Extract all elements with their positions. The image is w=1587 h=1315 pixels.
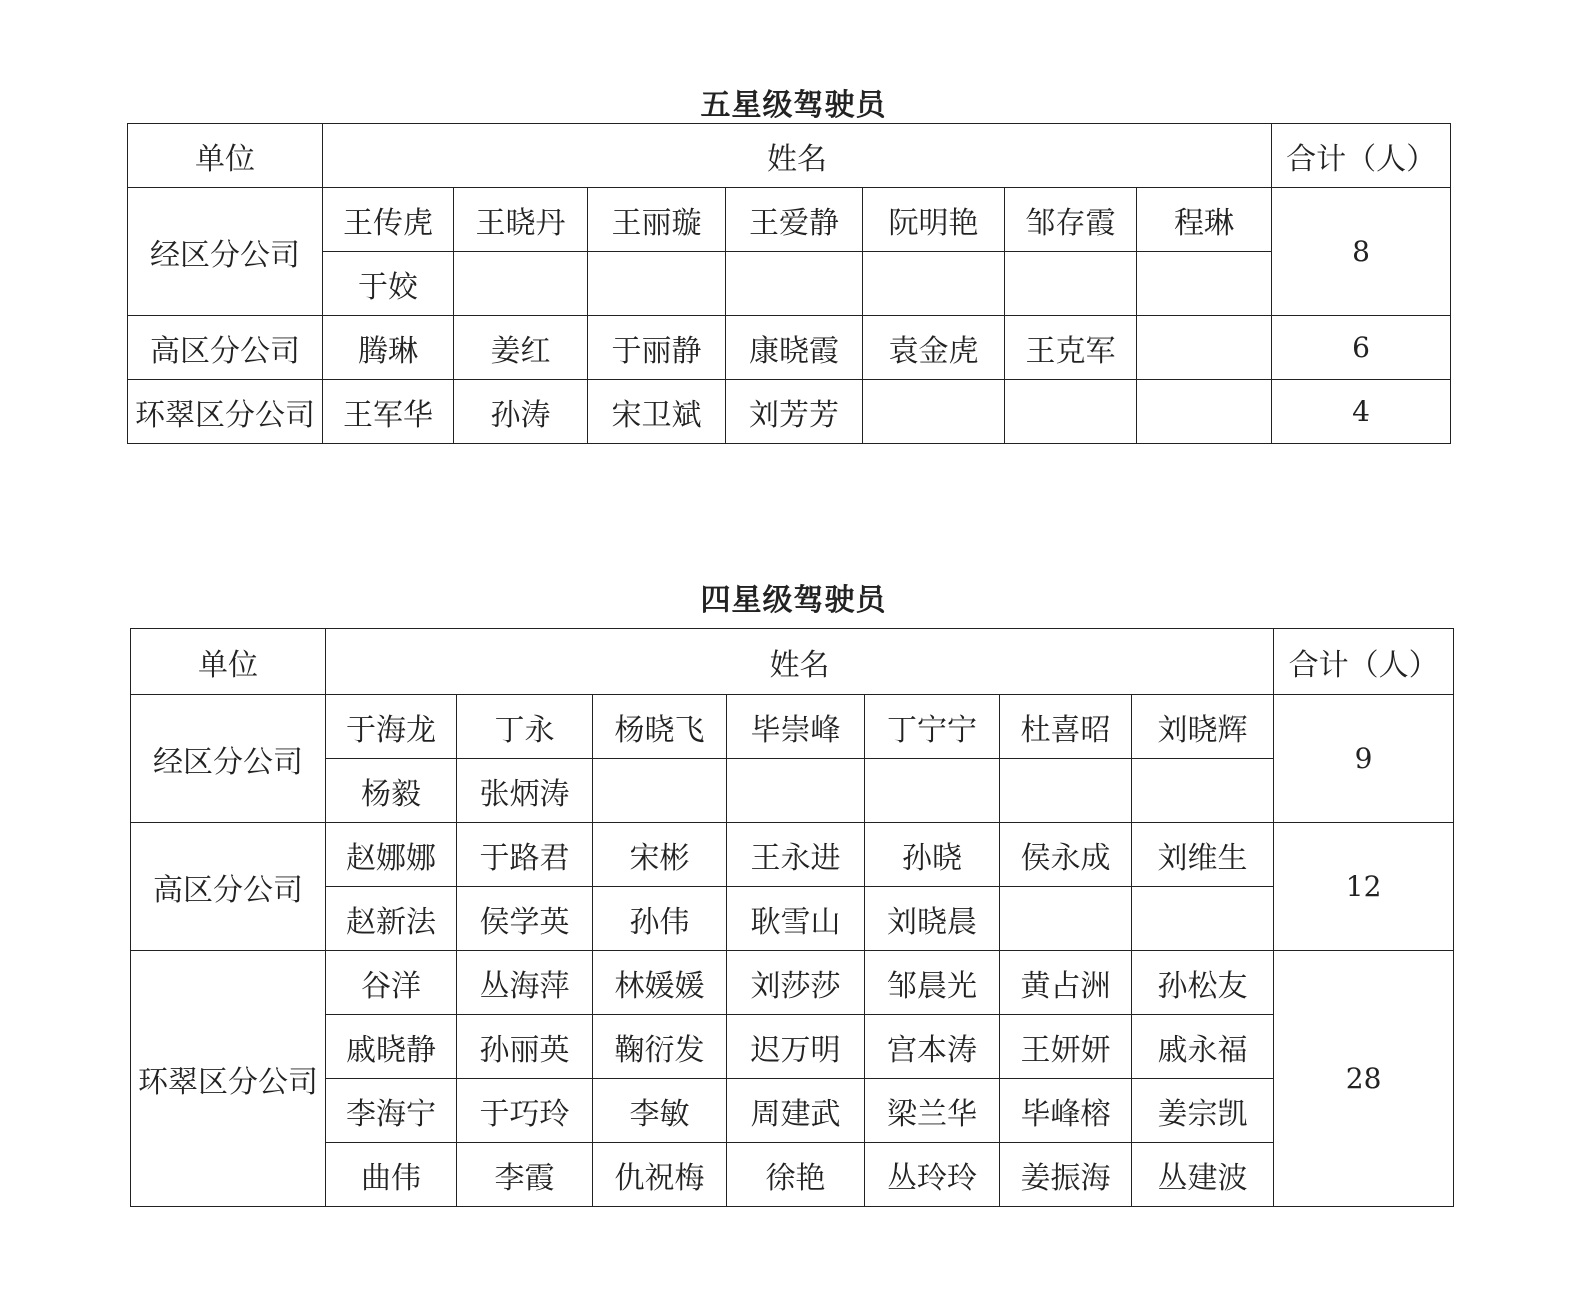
name-cell: [588, 252, 726, 316]
table-row: [131, 759, 1454, 823]
name-cell: [863, 380, 1005, 444]
name-cell: 杨晓飞: [593, 695, 727, 759]
name-cell: 王妍妍: [1000, 1015, 1132, 1079]
name-cell: 袁金虎: [863, 316, 1005, 380]
name-cell: 王克军: [1005, 316, 1137, 380]
name-cell: [726, 252, 863, 316]
name-cell: 于丽静: [588, 316, 726, 380]
header-name: 姓名: [323, 124, 1272, 188]
name-cell: 鞠衍发: [593, 1015, 727, 1079]
name-cell: 刘维生: [1132, 823, 1274, 887]
unit-cell: 环翠区分公司: [128, 380, 323, 444]
name-cell: 姜振海: [1000, 1143, 1132, 1207]
name-cell: 张炳涛: [457, 759, 593, 823]
name-cell: 仇祝梅: [593, 1143, 727, 1207]
table2-title: 四星级驾驶员: [700, 583, 887, 618]
total-cell: 6: [1272, 316, 1451, 380]
name-cell: 刘晓晨: [865, 887, 1000, 951]
name-cell: 于巧玲: [457, 1079, 593, 1143]
name-cell: 梁兰华: [865, 1079, 1000, 1143]
header-total: 合计（人）: [1274, 629, 1454, 695]
name-cell: 于海龙: [326, 695, 457, 759]
header-unit: 单位: [131, 629, 326, 695]
name-cell: [1005, 380, 1137, 444]
name-cell: 刘芳芳: [726, 380, 863, 444]
name-cell: 刘莎莎: [727, 951, 865, 1015]
name-cell: 王爱静: [726, 188, 863, 252]
name-cell: 王丽璇: [588, 188, 726, 252]
name-cell: 丛玲玲: [865, 1143, 1000, 1207]
name-cell: [1000, 887, 1132, 951]
name-cell: 丛海萍: [457, 951, 593, 1015]
name-cell: 迟万明: [727, 1015, 865, 1079]
name-cell: 王永进: [727, 823, 865, 887]
total-cell: 4: [1272, 380, 1451, 444]
name-cell: [1137, 316, 1272, 380]
name-cell: 耿雪山: [727, 887, 865, 951]
name-cell: 周建武: [727, 1079, 865, 1143]
name-cell: 赵新法: [326, 887, 457, 951]
name-cell: 杨毅: [326, 759, 457, 823]
five-star-driver-table: [127, 123, 1451, 444]
table-row: [131, 951, 1454, 1015]
name-cell: 毕崇峰: [727, 695, 865, 759]
name-cell: 曲伟: [326, 1143, 457, 1207]
name-cell: 侯学英: [457, 887, 593, 951]
name-cell: 徐艳: [727, 1143, 865, 1207]
table-row: [131, 1079, 1454, 1143]
name-cell: 宋卫斌: [588, 380, 726, 444]
name-cell: 李霞: [457, 1143, 593, 1207]
name-cell: [454, 252, 588, 316]
four-star-driver-table: [130, 628, 1454, 1207]
name-cell: 于路君: [457, 823, 593, 887]
name-cell: 姜宗凯: [1132, 1079, 1274, 1143]
header-total: 合计（人）: [1272, 124, 1451, 188]
name-cell: 李敏: [593, 1079, 727, 1143]
table-row: [128, 316, 1451, 380]
name-cell: 姜红: [454, 316, 588, 380]
name-cell: 腾琳: [323, 316, 454, 380]
name-cell: 戚晓静: [326, 1015, 457, 1079]
header-row: [128, 124, 1451, 188]
name-cell: [1005, 252, 1137, 316]
header-row: [131, 629, 1454, 695]
name-cell: 赵娜娜: [326, 823, 457, 887]
name-cell: 李海宁: [326, 1079, 457, 1143]
header-name: 姓名: [326, 629, 1274, 695]
unit-cell: 环翠区分公司: [131, 951, 326, 1207]
table-row: [128, 188, 1451, 252]
name-cell: 孙晓: [865, 823, 1000, 887]
table-row: [131, 1015, 1454, 1079]
total-cell: 28: [1274, 951, 1454, 1207]
name-cell: [1132, 759, 1274, 823]
total-cell: 9: [1274, 695, 1454, 823]
name-cell: 丛建波: [1132, 1143, 1274, 1207]
name-cell: 阮明艳: [863, 188, 1005, 252]
name-cell: [1000, 759, 1132, 823]
table-row: [131, 887, 1454, 951]
table-row: [128, 252, 1451, 316]
name-cell: 孙伟: [593, 887, 727, 951]
name-cell: 戚永福: [1132, 1015, 1274, 1079]
name-cell: 邹存霞: [1005, 188, 1137, 252]
name-cell: 程琳: [1137, 188, 1272, 252]
table1-title: 五星级驾驶员: [700, 88, 887, 123]
name-cell: 宫本涛: [865, 1015, 1000, 1079]
name-cell: 侯永成: [1000, 823, 1132, 887]
name-cell: 毕峰榕: [1000, 1079, 1132, 1143]
unit-cell: 经区分公司: [128, 188, 323, 316]
name-cell: 谷洋: [326, 951, 457, 1015]
name-cell: [863, 252, 1005, 316]
name-cell: 康晓霞: [726, 316, 863, 380]
name-cell: [865, 759, 1000, 823]
table-row: [131, 695, 1454, 759]
table-row: [131, 1143, 1454, 1207]
name-cell: 于姣: [323, 252, 454, 316]
name-cell: [1132, 887, 1274, 951]
name-cell: 丁宁宁: [865, 695, 1000, 759]
unit-cell: 经区分公司: [131, 695, 326, 823]
name-cell: [727, 759, 865, 823]
unit-cell: 高区分公司: [128, 316, 323, 380]
name-cell: 孙丽英: [457, 1015, 593, 1079]
name-cell: 孙松友: [1132, 951, 1274, 1015]
name-cell: 刘晓辉: [1132, 695, 1274, 759]
name-cell: 杜喜昭: [1000, 695, 1132, 759]
name-cell: 王晓丹: [454, 188, 588, 252]
unit-cell: 高区分公司: [131, 823, 326, 951]
name-cell: [1137, 252, 1272, 316]
total-cell: 8: [1272, 188, 1451, 316]
table-row: [131, 823, 1454, 887]
name-cell: 宋彬: [593, 823, 727, 887]
name-cell: [593, 759, 727, 823]
name-cell: 王传虎: [323, 188, 454, 252]
name-cell: 邹晨光: [865, 951, 1000, 1015]
name-cell: [1137, 380, 1272, 444]
total-cell: 12: [1274, 823, 1454, 951]
name-cell: 林媛媛: [593, 951, 727, 1015]
name-cell: 丁永: [457, 695, 593, 759]
name-cell: 黄占洲: [1000, 951, 1132, 1015]
header-unit: 单位: [128, 124, 323, 188]
table-row: [128, 380, 1451, 444]
name-cell: 王军华: [323, 380, 454, 444]
name-cell: 孙涛: [454, 380, 588, 444]
